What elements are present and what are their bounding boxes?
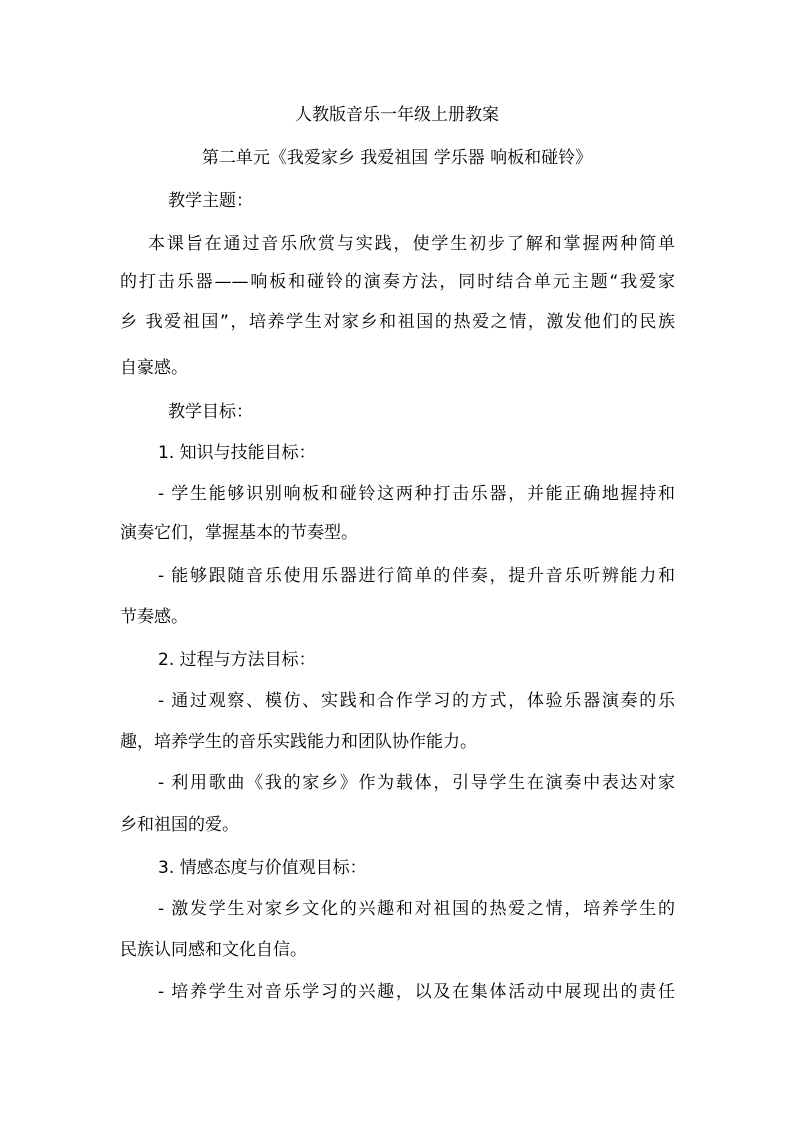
document-subtitle: 第二单元《我爱家乡 我爱祖国 学乐器 响板和碰铃》 bbox=[201, 148, 593, 168]
theme-paragraph-line: 本课旨在通过音乐欣赏与实践，使学生初步了解和掌握两种简单 bbox=[148, 234, 675, 254]
theme-paragraph-line: 自豪感。 bbox=[120, 358, 188, 378]
goal3-line: - 培养学生对音乐学习的兴趣，以及在集体活动中展现出的责任 bbox=[158, 982, 675, 1002]
document-title: 人教版音乐一年级上册教案 bbox=[295, 105, 499, 125]
goals-heading: 教学目标： bbox=[168, 402, 253, 422]
goal1-line: - 能够跟随音乐使用乐器进行简单的伴奏，提升音乐听辨能力和 bbox=[158, 566, 675, 586]
goal3-heading: 3. 情感态度与价值观目标： bbox=[158, 858, 367, 878]
goal1-line: 节奏感。 bbox=[120, 607, 188, 627]
goal1-heading: 1. 知识与技能目标： bbox=[158, 443, 316, 463]
goal2-heading: 2. 过程与方法目标： bbox=[158, 650, 316, 670]
goal1-line: 演奏它们，掌握基本的节奏型。 bbox=[120, 523, 358, 543]
goal3-line: 民族认同感和文化自信。 bbox=[120, 940, 307, 960]
goal2-line: - 利用歌曲《我的家乡》作为载体，引导学生在演奏中表达对家 bbox=[158, 773, 675, 793]
goal2-line: 乡和祖国的爱。 bbox=[120, 815, 239, 835]
theme-paragraph-line: 乡 我爱祖国”，培养学生对家乡和祖国的热爱之情，激发他们的民族 bbox=[120, 312, 675, 332]
goal1-line: - 学生能够识别响板和碰铃这两种打击乐器，并能正确地握持和 bbox=[158, 484, 675, 504]
theme-paragraph-line: 的打击乐器——响板和碰铃的演奏方法，同时结合单元主题“我爱家 bbox=[120, 272, 675, 292]
goal3-line: - 激发学生对家乡文化的兴趣和对祖国的热爱之情，培养学生的 bbox=[158, 899, 675, 919]
goal2-line: - 通过观察、模仿、实践和合作学习的方式，体验乐器演奏的乐 bbox=[158, 691, 675, 711]
goal2-line: 趣，培养学生的音乐实践能力和团队协作能力。 bbox=[120, 732, 477, 752]
theme-heading: 教学主题： bbox=[168, 191, 253, 211]
